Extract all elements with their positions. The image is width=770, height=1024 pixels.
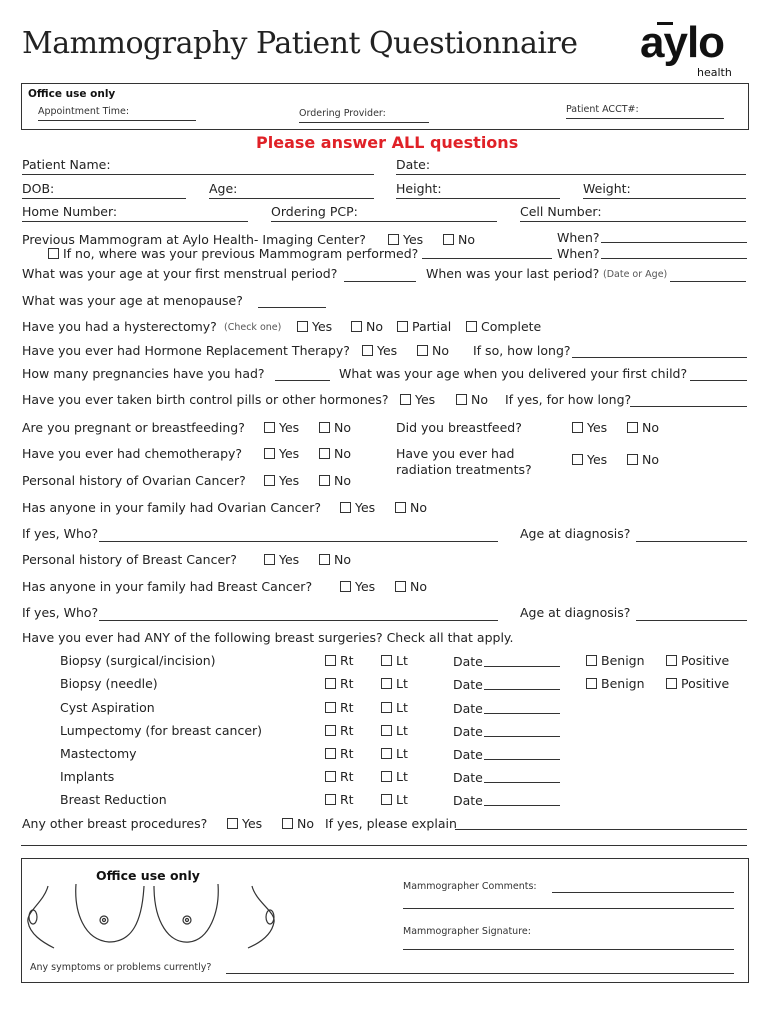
prev-mammo-yes[interactable]: Yes [388, 232, 423, 247]
checkbox-icon[interactable] [381, 655, 392, 666]
surgery-date-label: Date [453, 724, 483, 739]
radiation-question-line1: Have you ever had [396, 446, 515, 461]
mammographer-signature-label: Mammographer Signature: [403, 926, 531, 937]
ordering-provider-label: Ordering Provider: [299, 108, 386, 119]
surgery-name: Lumpectomy (for breast cancer) [60, 723, 263, 738]
checkbox-icon[interactable] [586, 678, 597, 689]
breast-family-no[interactable]: No [395, 579, 427, 594]
checkbox-icon[interactable] [48, 248, 59, 259]
last-period-field[interactable] [670, 281, 746, 282]
ordering-pcp-label: Ordering PCP: [271, 204, 358, 219]
surgery-date-field[interactable] [484, 666, 560, 667]
surgery-left[interactable]: Lt [381, 723, 408, 738]
cell-number-field[interactable] [520, 221, 746, 222]
birth-control-yes[interactable]: Yes [400, 392, 435, 407]
surgery-date-label: Date [453, 701, 483, 716]
surgery-right[interactable]: Rt [325, 792, 354, 807]
home-number-field[interactable] [22, 221, 248, 222]
age-field[interactable] [209, 198, 374, 199]
menopause-field[interactable] [258, 307, 326, 308]
surgery-date-label: Date [453, 677, 483, 692]
surgery-date-field[interactable] [484, 782, 560, 783]
checkbox-icon[interactable] [325, 678, 336, 689]
weight-field[interactable] [583, 198, 746, 199]
surgery-name: Breast Reduction [60, 792, 167, 807]
checkbox-icon[interactable] [381, 678, 392, 689]
surgery-left[interactable]: Lt [381, 653, 408, 668]
surgery-right[interactable]: Rt [325, 723, 354, 738]
checkbox-icon[interactable] [443, 234, 454, 245]
radiation-yes[interactable]: Yes [572, 452, 607, 467]
mammographer-signature-field[interactable] [403, 949, 734, 950]
other-procedures-question: Any other breast procedures? [22, 816, 208, 831]
mammographer-comments-label: Mammographer Comments: [403, 881, 537, 892]
checkbox-icon[interactable] [282, 818, 293, 829]
pregnant-question: Are you pregnant or breastfeeding? [22, 420, 245, 435]
surgery-name: Cyst Aspiration [60, 700, 155, 715]
logo: aylo [640, 18, 725, 67]
when2-label: When? [557, 246, 600, 261]
ovarian-family-yes[interactable]: Yes [340, 500, 375, 515]
breastfeed-yes[interactable]: Yes [572, 420, 607, 435]
checkbox-icon[interactable] [297, 321, 308, 332]
checkbox-icon[interactable] [417, 345, 428, 356]
checkbox-icon[interactable] [325, 771, 336, 782]
checkbox-icon[interactable] [466, 321, 477, 332]
surgery-date-field[interactable] [484, 689, 560, 690]
ovarian-personal-question: Personal history of Ovarian Cancer? [22, 473, 246, 488]
checkbox-icon[interactable] [264, 475, 275, 486]
surgery-right[interactable]: Rt [325, 769, 354, 784]
surgery-date-label: Date [453, 654, 483, 669]
first-child-age-field[interactable] [690, 380, 747, 381]
surgery-name: Implants [60, 769, 115, 784]
chemo-yes[interactable]: Yes [264, 446, 299, 461]
chemo-question: Have you ever had chemotherapy? [22, 446, 243, 461]
checkbox-icon[interactable] [325, 655, 336, 666]
first-period-field[interactable] [344, 281, 416, 282]
ovarian-family-question: Has anyone in your family had Ovarian Cancer? [22, 500, 321, 515]
surgery-name: Biopsy (needle) [60, 676, 158, 691]
hysterectomy-complete[interactable]: Complete [466, 319, 541, 334]
checkbox-icon[interactable] [325, 794, 336, 805]
breast-personal-no[interactable]: No [319, 552, 351, 567]
breast-age-diagnosis-field[interactable] [636, 620, 747, 621]
when-field[interactable] [601, 242, 747, 243]
date-label: Date: [396, 157, 431, 172]
instruction-heading: Please answer ALL questions [256, 133, 519, 152]
other-procedures-yes[interactable]: Yes [227, 816, 262, 831]
hysterectomy-partial[interactable]: Partial [397, 319, 451, 334]
ovarian-who-field[interactable] [99, 541, 498, 542]
hysterectomy-no[interactable]: No [351, 319, 383, 334]
height-label: Height: [396, 181, 442, 196]
breast-personal-question: Personal history of Breast Cancer? [22, 552, 237, 567]
when-label: When? [557, 230, 600, 245]
surgery-right[interactable]: Rt [325, 700, 354, 715]
hrt-how-long-label: If so, how long? [473, 343, 571, 358]
checkbox-icon[interactable] [264, 554, 275, 565]
breast-family-question: Has anyone in your family had Breast Cancer? [22, 579, 313, 594]
pregnant-no[interactable]: No [319, 420, 351, 435]
surgery-date-label: Date [453, 793, 483, 808]
checkbox-icon[interactable] [227, 818, 238, 829]
ovarian-who-label: If yes, Who? [22, 526, 99, 541]
patient-acct-field[interactable] [566, 118, 724, 119]
checkbox-icon[interactable] [381, 771, 392, 782]
office-use-heading: Office use only [28, 88, 116, 100]
checkbox-icon[interactable] [666, 655, 677, 666]
ovarian-age-diagnosis-field[interactable] [636, 541, 747, 542]
birth-control-question: Have you ever taken birth control pills or other hormones? [22, 392, 389, 407]
surgery-positive[interactable]: Positive [666, 653, 729, 668]
surgery-name: Mastectomy [60, 746, 137, 761]
hrt-no[interactable]: No [417, 343, 449, 358]
checkbox-icon[interactable] [627, 422, 638, 433]
checkbox-icon[interactable] [381, 702, 392, 713]
check-one-hint: (Check one) [224, 322, 282, 333]
checkbox-icon[interactable] [264, 422, 275, 433]
mammographer-comments-field-2[interactable] [403, 908, 734, 909]
dob-label: DOB: [22, 181, 55, 196]
surgery-date-field[interactable] [484, 759, 560, 760]
surgery-positive[interactable]: Positive [666, 676, 729, 691]
first-child-age-question: What was your age when you delivered your first child? [339, 366, 688, 381]
surgery-left[interactable]: Lt [381, 700, 408, 715]
explain-label: If yes, please explain [325, 816, 457, 831]
appointment-time-field[interactable] [38, 120, 196, 121]
hrt-how-long-field[interactable] [572, 357, 747, 358]
last-period-question: When was your last period? [426, 266, 600, 281]
pregnant-yes[interactable]: Yes [264, 420, 299, 435]
page-title: Mammography Patient Questionnaire [22, 26, 578, 61]
surgery-left[interactable]: Lt [381, 769, 408, 784]
surgeries-question: Have you ever had ANY of the following breast surgeries? Check all that apply. [22, 630, 514, 645]
breast-diagram-icon [24, 882, 286, 954]
checkbox-icon[interactable] [325, 725, 336, 736]
checkbox-icon[interactable] [340, 581, 351, 592]
pregnancies-field[interactable] [275, 380, 330, 381]
ovarian-family-no[interactable]: No [395, 500, 427, 515]
checkbox-icon[interactable] [395, 581, 406, 592]
explain-field[interactable] [455, 829, 747, 830]
breast-family-yes[interactable]: Yes [340, 579, 375, 594]
surgery-left[interactable]: Lt [381, 792, 408, 807]
patient-acct-label: Patient ACCT#: [566, 104, 639, 115]
checkbox-icon[interactable] [325, 748, 336, 759]
checkbox-icon[interactable] [572, 422, 583, 433]
breast-age-diagnosis-label: Age at diagnosis? [520, 605, 631, 620]
appointment-time-label: Appointment Time: [38, 106, 130, 117]
surgery-benign[interactable]: Benign [586, 676, 645, 691]
ordering-provider-field[interactable] [299, 122, 429, 123]
prev-mammo-no[interactable]: No [443, 232, 475, 247]
ovarian-personal-yes[interactable]: Yes [264, 473, 299, 488]
surgery-left[interactable]: Lt [381, 676, 408, 691]
breast-who-field[interactable] [99, 620, 498, 621]
mammographer-comments-field[interactable] [552, 892, 734, 893]
dob-field[interactable] [22, 198, 186, 199]
surgery-date-field[interactable] [484, 736, 560, 737]
ovarian-personal-no[interactable]: No [319, 473, 351, 488]
checkbox-icon[interactable] [264, 448, 275, 459]
checkbox-icon[interactable] [388, 234, 399, 245]
checkbox-icon[interactable] [627, 454, 638, 465]
date-field[interactable] [396, 174, 746, 175]
checkbox-icon[interactable] [319, 554, 330, 565]
patient-name-field[interactable] [22, 174, 374, 175]
surgery-left[interactable]: Lt [381, 746, 408, 761]
symptoms-label: Any symptoms or problems currently? [30, 962, 212, 973]
checkbox-icon[interactable] [395, 502, 406, 513]
first-period-question: What was your age at your first menstrual period? [22, 266, 338, 281]
checkbox-icon[interactable] [397, 321, 408, 332]
logo-subtitle: health [697, 66, 732, 79]
surgery-date-label: Date [453, 747, 483, 762]
checkbox-icon[interactable] [456, 394, 467, 405]
chemo-no[interactable]: No [319, 446, 351, 461]
surgery-right[interactable]: Rt [325, 676, 354, 691]
birth-control-no[interactable]: No [456, 392, 488, 407]
checkbox-icon[interactable] [381, 794, 392, 805]
checkbox-icon[interactable] [319, 422, 330, 433]
checkbox-icon[interactable] [666, 678, 677, 689]
ordering-pcp-field[interactable] [271, 221, 497, 222]
breast-who-label: If yes, Who? [22, 605, 99, 620]
prev-mammo-question: Previous Mammogram at Aylo Health- Imaging Center? [22, 232, 366, 247]
surgery-right[interactable]: Rt [325, 653, 354, 668]
radiation-question-line2: radiation treatments? [396, 462, 532, 477]
checkbox-icon[interactable] [319, 448, 330, 459]
ovarian-age-diagnosis-label: Age at diagnosis? [520, 526, 631, 541]
surgery-date-label: Date [453, 770, 483, 785]
other-procedures-no[interactable]: No [282, 816, 314, 831]
hysterectomy-yes[interactable]: Yes [297, 319, 332, 334]
checkbox-icon[interactable] [362, 345, 373, 356]
checkbox-icon[interactable] [340, 502, 351, 513]
prev-mammo-location-question[interactable]: If no, where was your previous Mammogram performed? [48, 246, 418, 261]
age-label: Age: [209, 181, 238, 196]
office-use-bottom-heading: Office use only [96, 868, 200, 883]
hrt-question: Have you ever had Hormone Replacement Therapy? [22, 343, 350, 358]
checkbox-icon[interactable] [381, 748, 392, 759]
checkbox-icon[interactable] [572, 454, 583, 465]
radiation-no[interactable]: No [627, 452, 659, 467]
bc-how-long-label: If yes, for how long? [505, 392, 632, 407]
symptoms-field[interactable] [226, 973, 734, 974]
checkbox-icon[interactable] [586, 655, 597, 666]
breast-personal-yes[interactable]: Yes [264, 552, 299, 567]
hrt-yes[interactable]: Yes [362, 343, 397, 358]
breastfeed-no[interactable]: No [627, 420, 659, 435]
last-period-hint: (Date or Age) [603, 269, 668, 280]
checkbox-icon[interactable] [351, 321, 362, 332]
checkbox-icon[interactable] [400, 394, 411, 405]
prev-mammo-location-field[interactable] [422, 258, 552, 259]
bc-how-long-field[interactable] [630, 406, 747, 407]
surgery-benign[interactable]: Benign [586, 653, 645, 668]
checkbox-icon[interactable] [325, 702, 336, 713]
height-field[interactable] [396, 198, 560, 199]
breastfeed-question: Did you breastfeed? [396, 420, 522, 435]
menopause-question: What was your age at menopause? [22, 293, 243, 308]
weight-label: Weight: [583, 181, 631, 196]
pregnancies-question: How many pregnancies have you had? [22, 366, 265, 381]
surgery-right[interactable]: Rt [325, 746, 354, 761]
checkbox-icon[interactable] [319, 475, 330, 486]
checkbox-icon[interactable] [381, 725, 392, 736]
home-number-label: Home Number: [22, 204, 118, 219]
section-divider [21, 845, 747, 846]
surgery-date-field[interactable] [484, 805, 560, 806]
cell-number-label: Cell Number: [520, 204, 602, 219]
surgery-date-field[interactable] [484, 713, 560, 714]
hysterectomy-question: Have you had a hysterectomy? [22, 319, 217, 334]
patient-name-label: Patient Name: [22, 157, 111, 172]
when2-field[interactable] [601, 258, 747, 259]
surgery-name: Biopsy (surgical/incision) [60, 653, 216, 668]
